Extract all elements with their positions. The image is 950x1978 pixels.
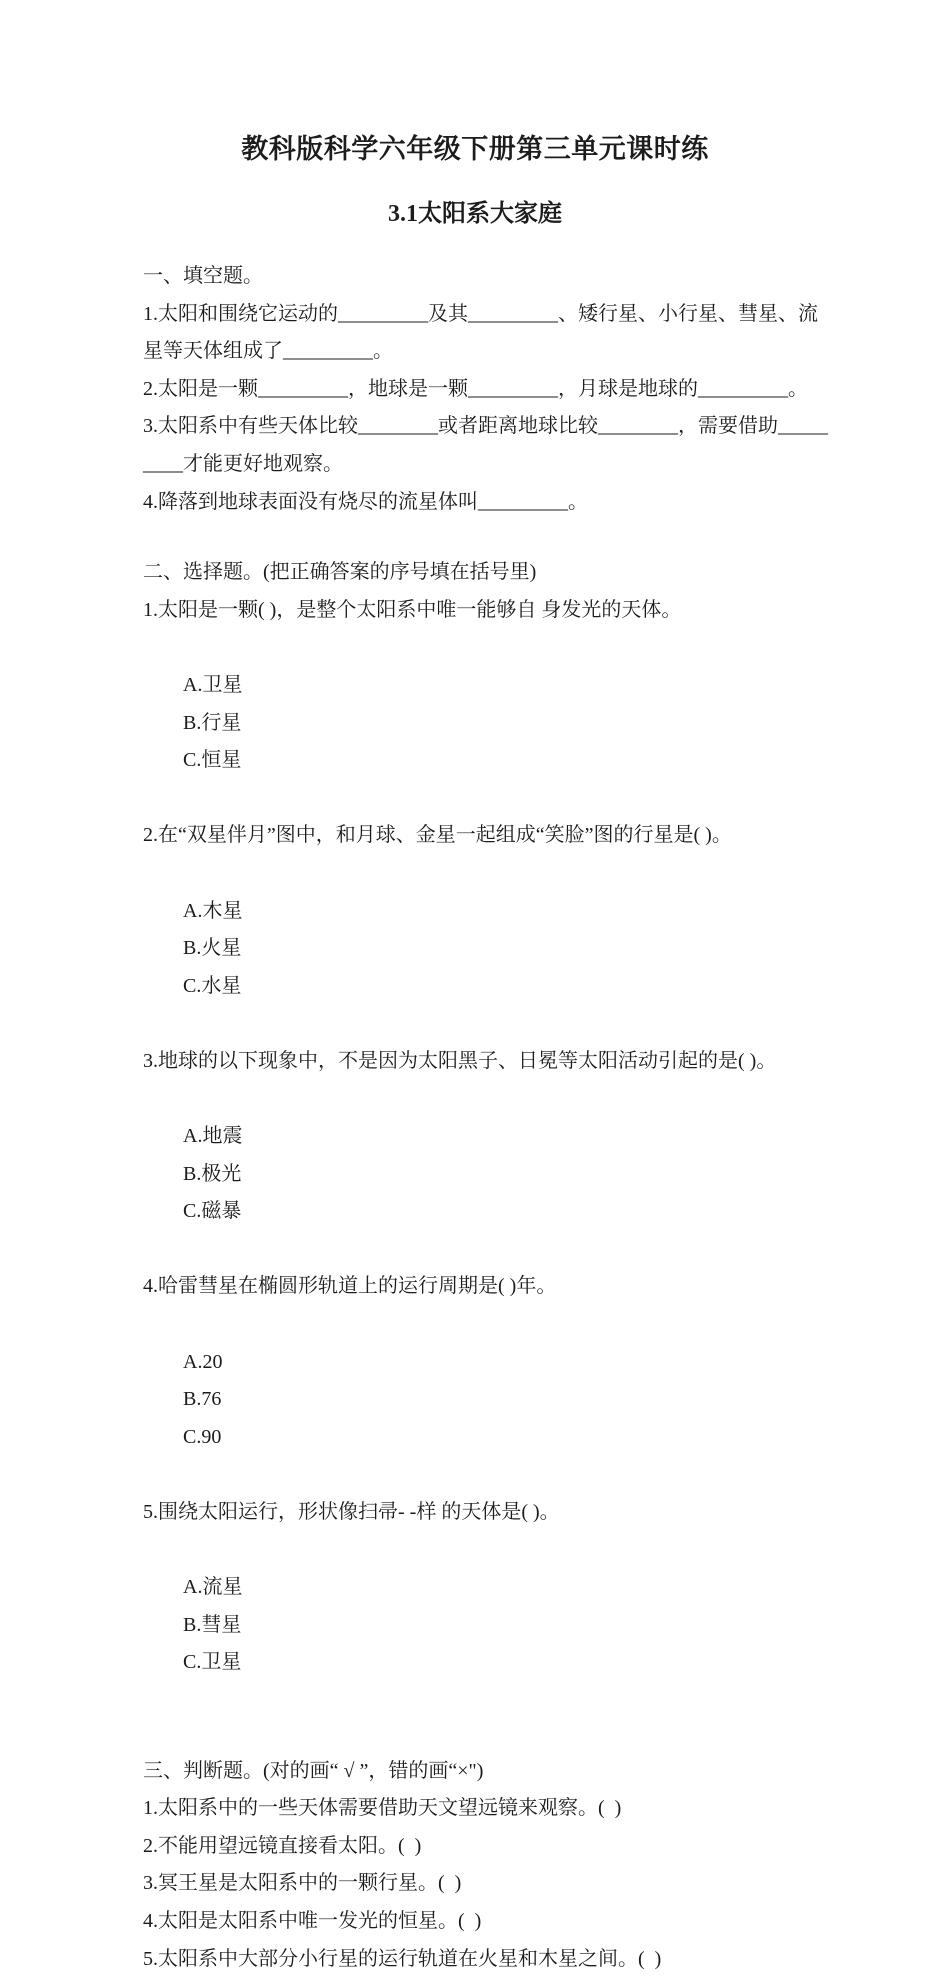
option-c: C.恒星 (183, 749, 242, 772)
option-b: B.火星 (183, 937, 242, 960)
question-text: 3.冥王星是太阳系中的一颗行星。( ) (143, 1872, 462, 1895)
question-text: 5.围绕太阳运行，形状像扫帚- -样 的天体是( )。 (143, 1501, 560, 1523)
question-text: 4.降落到地球表面没有烧尽的流星体叫_________。 (143, 490, 588, 513)
option-b: B.彗星 (183, 1613, 242, 1636)
question-text: 2.在“双星伴月”图中，和月球、金星一起组成“笑脸”图的行星是( )。 (143, 824, 732, 847)
section-multiple-choice (143, 554, 840, 1719)
section-fill-in-blanks (143, 258, 840, 521)
question-text: 3.地球的以下现象中，不是因为太阳黑子、日冕等太阳活动引起的是( )。 (143, 1049, 777, 1072)
question-text: 2.不能用望远镜直接看太阳。( ) (143, 1834, 422, 1857)
question-text: 4.太阳是太阳系中唯一发光的恒星。( ) (143, 1909, 482, 1932)
document-body (0, 258, 950, 1978)
question-text: 1.太阳系中的一些天体需要借助天文望远镜来观察。( ) (143, 1797, 622, 1820)
section-heading: 一、填空题。 (143, 265, 263, 287)
options-row (143, 1080, 840, 1268)
section-true-false (143, 1753, 840, 1978)
question-text: ____才能更好地观察。 (143, 452, 343, 475)
page-subtitle: 3.1太阳系大家庭 (388, 201, 562, 227)
option-a: A.卫星 (183, 673, 243, 696)
option-b: B.行星 (183, 711, 242, 734)
option-a: A.20 (183, 1350, 223, 1373)
section-heading: 三、判断题。(对的画“ √ ”，错的画“×") (143, 1759, 484, 1782)
options-row (143, 1532, 840, 1720)
question-text: 星等天体组成了_________。 (143, 340, 393, 363)
option-c: C.水星 (183, 974, 242, 997)
question-text: 4.哈雷彗星在椭圆形轨道上的运行周期是( )年。 (143, 1275, 557, 1298)
option-a: A.木星 (183, 899, 243, 922)
question-text: 5.太阳系中大部分小行星的运行轨道在火星和木星之间。( ) (143, 1947, 662, 1970)
section-heading: 二、选择题。(把正确答案的序号填在括号里) (143, 561, 537, 584)
options-row (143, 629, 840, 817)
options-row (143, 855, 840, 1043)
question-text: 3.太阳系中有些天体比较________或者距离地球比较________，需要借助_____ (143, 415, 828, 438)
option-c: C.卫星 (183, 1651, 242, 1674)
option-b: B.极光 (183, 1162, 242, 1185)
page-title: 教科版科学六年级下册第三单元课时练 (241, 134, 709, 164)
option-a: A.流星 (183, 1576, 243, 1599)
question-text: 1.太阳和围绕它运动的_________及其_________、矮行星、小行星、彗星、流 (143, 302, 818, 325)
options-row (143, 1306, 840, 1494)
question-text: 1.太阳是一颗( )，是整个太阳系中唯一能够自 身发光的天体。 (143, 598, 682, 621)
option-c: C.磁暴 (183, 1200, 242, 1223)
option-c: C.90 (183, 1425, 222, 1448)
option-b: B.76 (183, 1388, 222, 1411)
option-a: A.地震 (183, 1125, 243, 1148)
question-text: 2.太阳是一颗_________，地球是一颗_________，月球是地球的_________。 (143, 377, 808, 400)
